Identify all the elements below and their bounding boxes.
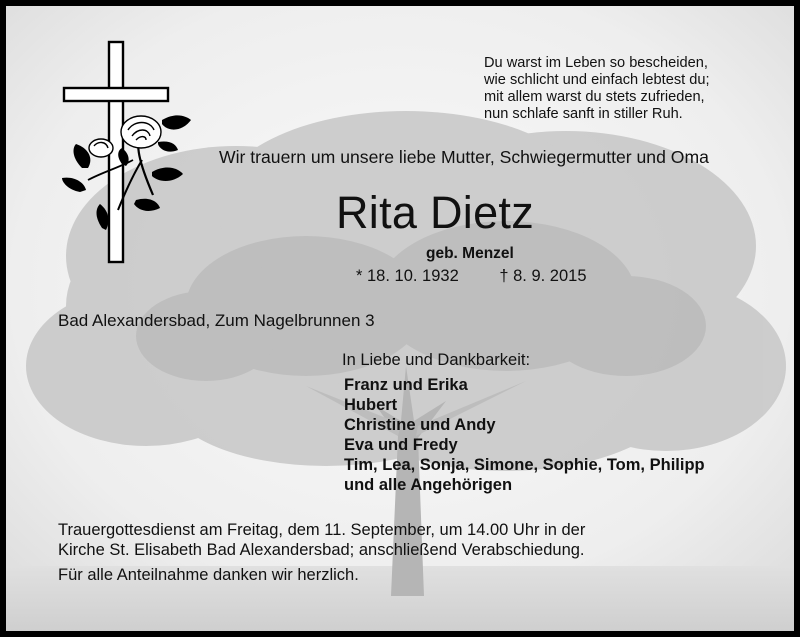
mourner-entry: Franz und Erika [344, 376, 468, 394]
mourners-block [342, 351, 705, 495]
poem-line: nun schlafe sanft in stiller Ruh. [484, 106, 683, 122]
birth-date: * 18. 10. 1932 [356, 267, 459, 285]
deceased-name: Rita Dietz [335, 187, 535, 238]
birth-name: geb. Menzel [426, 245, 514, 262]
intro-text: Wir trauern um unsere liebe Mutter, Schwiegermutter und Oma [219, 147, 709, 167]
death-date: † 8. 9. 2015 [499, 267, 587, 285]
poem-line: Du warst im Leben so bescheiden, [484, 55, 708, 71]
poem-verse [484, 55, 710, 123]
mourners-list [342, 375, 705, 495]
obituary-notice [6, 6, 794, 631]
mourner-entry: Hubert [344, 396, 398, 414]
thanks-text: Für alle Anteilnahme danken wir herzlich. [58, 566, 359, 584]
life-dates [356, 267, 587, 286]
poem-line: wie schlicht und einfach lebtest du; [484, 72, 710, 88]
mourner-entry: und alle Angehörigen [344, 476, 513, 494]
service-line: Trauergottesdienst am Freitag, dem 11. September, um 14.00 Uhr in der [58, 521, 586, 539]
address: Bad Alexandersbad, Zum Nagelbrunnen 3 [58, 311, 375, 330]
mourners-lead: In Liebe und Dankbarkeit: [342, 351, 531, 369]
funeral-service-info [58, 520, 585, 560]
mourner-entry: Christine und Andy [344, 416, 496, 434]
mourner-entry: Eva und Fredy [344, 436, 458, 454]
service-line: Kirche St. Elisabeth Bad Alexandersbad; anschließend Verabschiedung. [58, 541, 585, 559]
mourner-entry: Tim, Lea, Sonja, Simone, Sophie, Tom, Philipp [344, 456, 705, 474]
poem-line: mit allem warst du stets zufrieden, [484, 89, 705, 105]
